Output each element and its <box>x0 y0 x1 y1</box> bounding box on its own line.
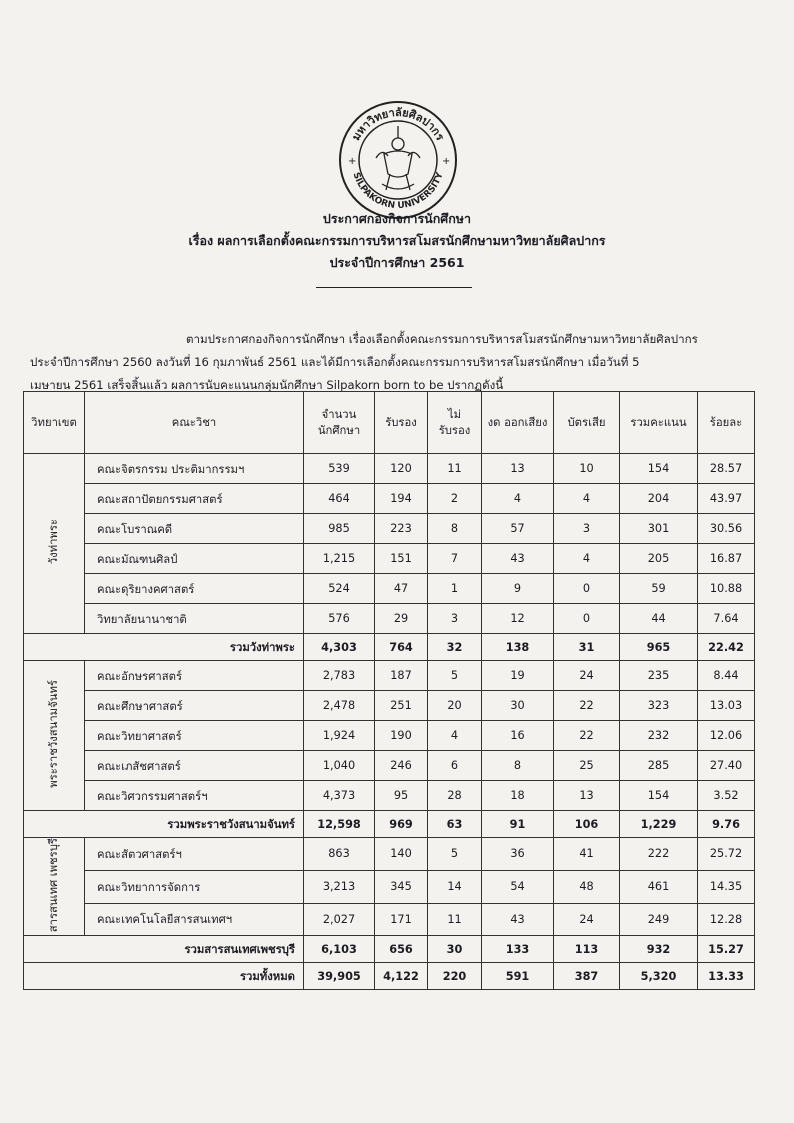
abstain-cell: 19 <box>482 661 554 691</box>
disapprove-cell: 4 <box>428 721 482 751</box>
abstain-cell: 9 <box>482 574 554 604</box>
table-row <box>24 903 755 936</box>
abstain-cell: 91 <box>482 811 554 838</box>
abstain-cell: 138 <box>482 634 554 661</box>
column-header-percent: ร้อยละ <box>698 392 755 454</box>
students-cell: 863 <box>304 838 375 871</box>
total-cell: 932 <box>620 936 698 963</box>
results-table <box>23 391 755 990</box>
percent-cell: 22.42 <box>698 634 755 661</box>
intro-paragraph <box>30 328 764 397</box>
subtotal-row <box>24 811 755 838</box>
approve-cell: 223 <box>375 514 428 544</box>
students-cell: 576 <box>304 604 375 634</box>
approve-cell: 251 <box>375 691 428 721</box>
total-cell: 301 <box>620 514 698 544</box>
total-cell: 154 <box>620 454 698 484</box>
abstain-cell: 30 <box>482 691 554 721</box>
title-divider <box>316 287 472 288</box>
abstain-cell: 8 <box>482 751 554 781</box>
invalid-cell: 3 <box>554 514 620 544</box>
approve-cell: 95 <box>375 781 428 811</box>
campus-label: วังท่าพระ <box>47 519 60 565</box>
abstain-cell: 13 <box>482 454 554 484</box>
intro-line-1: ตามประกาศกองกิจการนักศึกษา เรื่องเลือกตั้งคณะกรรมการบริหารสโมสรนักศึกษามหาวิทยาลัยศิลปากร <box>186 332 698 346</box>
percent-cell: 28.57 <box>698 454 755 484</box>
disapprove-cell: 7 <box>428 544 482 574</box>
column-header-total: รวมคะแนน <box>620 392 698 454</box>
subtotal-row <box>24 936 755 963</box>
faculty-cell: คณะเทคโนโลยีสารสนเทศฯ <box>85 903 304 936</box>
campus-cell <box>24 454 85 634</box>
students-cell: 1,040 <box>304 751 375 781</box>
total-cell: 154 <box>620 781 698 811</box>
table-row <box>24 721 755 751</box>
disapprove-cell: 6 <box>428 751 482 781</box>
invalid-cell: 4 <box>554 544 620 574</box>
approve-cell: 764 <box>375 634 428 661</box>
percent-cell: 8.44 <box>698 661 755 691</box>
seal-text-bottom: SILPAKORN UNIVERSITY <box>350 171 446 212</box>
percent-cell: 27.40 <box>698 751 755 781</box>
approve-cell: 120 <box>375 454 428 484</box>
column-header-approve: รับรอง <box>375 392 428 454</box>
total-cell: 205 <box>620 544 698 574</box>
subtotal-label: รวมวังท่าพระ <box>24 634 304 661</box>
disapprove-cell: 30 <box>428 936 482 963</box>
subtotal-row <box>24 634 755 661</box>
faculty-cell: คณะเภสัชศาสตร์ <box>85 751 304 781</box>
faculty-cell: คณะวิทยาศาสตร์ <box>85 721 304 751</box>
intro-line-2: ประจำปีการศึกษา 2560 ลงวันที่ 16 กุมภาพันธ์ 2561 และได้มีการเลือกตั้งคณะกรรมการบริหารสโมสรนักศึกษา เมื่อวันที่ 5 <box>30 355 640 369</box>
abstain-cell: 36 <box>482 838 554 871</box>
invalid-cell: 13 <box>554 781 620 811</box>
total-cell: 232 <box>620 721 698 751</box>
approve-cell: 47 <box>375 574 428 604</box>
total-cell: 222 <box>620 838 698 871</box>
students-cell: 539 <box>304 454 375 484</box>
total-cell: 249 <box>620 903 698 936</box>
approve-cell: 345 <box>375 870 428 903</box>
disapprove-cell: 5 <box>428 661 482 691</box>
disapprove-cell: 3 <box>428 604 482 634</box>
students-cell: 3,213 <box>304 870 375 903</box>
approve-cell: 4,122 <box>375 963 428 990</box>
table-row <box>24 454 755 484</box>
total-cell: 323 <box>620 691 698 721</box>
faculty-cell: คณะมัณฑนศิลป์ <box>85 544 304 574</box>
total-cell: 204 <box>620 484 698 514</box>
table-row <box>24 870 755 903</box>
invalid-cell: 48 <box>554 870 620 903</box>
abstain-cell: 18 <box>482 781 554 811</box>
disapprove-cell: 32 <box>428 634 482 661</box>
disapprove-cell: 14 <box>428 870 482 903</box>
column-header-abstain: งด ออกเสียง <box>482 392 554 454</box>
table-row <box>24 574 755 604</box>
faculty-cell: วิทยาลัยนานาชาติ <box>85 604 304 634</box>
title-line-2: เรื่อง ผลการเลือกตั้งคณะกรรมการบริหารสโมสรนักศึกษามหาวิทยาลัยศิลปากร <box>188 233 606 248</box>
percent-cell: 12.06 <box>698 721 755 751</box>
total-cell: 1,229 <box>620 811 698 838</box>
table-row <box>24 781 755 811</box>
subtotal-label: รวมพระราชวังสนามจันทร์ <box>24 811 304 838</box>
disapprove-cell: 8 <box>428 514 482 544</box>
approve-cell: 656 <box>375 936 428 963</box>
invalid-cell: 0 <box>554 574 620 604</box>
students-cell: 6,103 <box>304 936 375 963</box>
disapprove-cell: 5 <box>428 838 482 871</box>
invalid-cell: 106 <box>554 811 620 838</box>
table-row <box>24 544 755 574</box>
percent-cell: 13.33 <box>698 963 755 990</box>
total-cell: 235 <box>620 661 698 691</box>
total-cell: 44 <box>620 604 698 634</box>
percent-cell: 15.27 <box>698 936 755 963</box>
students-cell: 1,215 <box>304 544 375 574</box>
abstain-cell: 43 <box>482 544 554 574</box>
campus-cell <box>24 661 85 811</box>
students-cell: 4,373 <box>304 781 375 811</box>
faculty-cell: คณะวิศวกรรมศาสตร์ฯ <box>85 781 304 811</box>
campus-label: พระราชวังสนามจันทร์ <box>47 680 60 788</box>
invalid-cell: 22 <box>554 691 620 721</box>
table-row <box>24 751 755 781</box>
abstain-cell: 16 <box>482 721 554 751</box>
svg-text:+: + <box>442 156 451 167</box>
approve-cell: 29 <box>375 604 428 634</box>
table-row <box>24 514 755 544</box>
students-cell: 464 <box>304 484 375 514</box>
subtotal-label: รวมสารสนเทศเพชรบุรี <box>24 936 304 963</box>
approve-cell: 194 <box>375 484 428 514</box>
faculty-cell: คณะอักษรศาสตร์ <box>85 661 304 691</box>
seal-text: มหาวิทยาลัยศิลปากร <box>349 105 447 143</box>
total-cell: 285 <box>620 751 698 781</box>
campus-cell <box>24 838 85 936</box>
percent-cell: 13.03 <box>698 691 755 721</box>
invalid-cell: 24 <box>554 661 620 691</box>
column-header-invalid: บัตรเสีย <box>554 392 620 454</box>
faculty-cell: คณะดุริยางคศาสตร์ <box>85 574 304 604</box>
students-cell: 2,478 <box>304 691 375 721</box>
students-cell: 12,598 <box>304 811 375 838</box>
students-cell: 2,783 <box>304 661 375 691</box>
percent-cell: 7.64 <box>698 604 755 634</box>
faculty-cell: คณะวิทยาการจัดการ <box>85 870 304 903</box>
disapprove-cell: 63 <box>428 811 482 838</box>
disapprove-cell: 2 <box>428 484 482 514</box>
students-cell: 39,905 <box>304 963 375 990</box>
students-cell: 524 <box>304 574 375 604</box>
percent-cell: 9.76 <box>698 811 755 838</box>
invalid-cell: 0 <box>554 604 620 634</box>
total-cell: 965 <box>620 634 698 661</box>
faculty-cell: คณะศึกษาศาสตร์ <box>85 691 304 721</box>
invalid-cell: 4 <box>554 484 620 514</box>
students-cell: 4,303 <box>304 634 375 661</box>
percent-cell: 3.52 <box>698 781 755 811</box>
invalid-cell: 24 <box>554 903 620 936</box>
total-cell: 59 <box>620 574 698 604</box>
percent-cell: 16.87 <box>698 544 755 574</box>
disapprove-cell: 1 <box>428 574 482 604</box>
total-cell: 5,320 <box>620 963 698 990</box>
percent-cell: 25.72 <box>698 838 755 871</box>
table-row <box>24 484 755 514</box>
svg-text:+: + <box>348 156 357 167</box>
table-row <box>24 604 755 634</box>
table-header-row <box>24 392 755 454</box>
column-header-disapprove: ไม่ รับรอง <box>428 392 482 454</box>
table-row <box>24 661 755 691</box>
announcement-title <box>0 208 794 274</box>
percent-cell: 12.28 <box>698 903 755 936</box>
title-line-3: ประจำปีการศึกษา 2561 <box>329 255 465 270</box>
campus-label: สารสนเทศ เพชรบุรี <box>47 838 60 933</box>
table-row <box>24 838 755 871</box>
percent-cell: 30.56 <box>698 514 755 544</box>
invalid-cell: 41 <box>554 838 620 871</box>
approve-cell: 140 <box>375 838 428 871</box>
disapprove-cell: 11 <box>428 454 482 484</box>
abstain-cell: 54 <box>482 870 554 903</box>
grand-total-label: รวมทั้งหมด <box>24 963 304 990</box>
percent-cell: 10.88 <box>698 574 755 604</box>
column-header-students: จำนวน นักศึกษา <box>304 392 375 454</box>
university-seal <box>336 98 460 222</box>
invalid-cell: 22 <box>554 721 620 751</box>
abstain-cell: 4 <box>482 484 554 514</box>
abstain-cell: 12 <box>482 604 554 634</box>
invalid-cell: 113 <box>554 936 620 963</box>
invalid-cell: 387 <box>554 963 620 990</box>
approve-cell: 190 <box>375 721 428 751</box>
approve-cell: 969 <box>375 811 428 838</box>
intro-line-3: เมษายน 2561 เสร็จสิ้นแล้ว ผลการนับคะแนนกลุ่มนักศึกษา Silpakorn born to be ปรากฏดังนี้ <box>30 378 504 392</box>
disapprove-cell: 11 <box>428 903 482 936</box>
abstain-cell: 591 <box>482 963 554 990</box>
disapprove-cell: 28 <box>428 781 482 811</box>
approve-cell: 171 <box>375 903 428 936</box>
disapprove-cell: 220 <box>428 963 482 990</box>
invalid-cell: 31 <box>554 634 620 661</box>
title-line-1: ประกาศกองกิจการนักศึกษา <box>322 211 472 226</box>
abstain-cell: 43 <box>482 903 554 936</box>
table-row <box>24 691 755 721</box>
approve-cell: 246 <box>375 751 428 781</box>
disapprove-cell: 20 <box>428 691 482 721</box>
percent-cell: 14.35 <box>698 870 755 903</box>
students-cell: 1,924 <box>304 721 375 751</box>
percent-cell: 43.97 <box>698 484 755 514</box>
approve-cell: 151 <box>375 544 428 574</box>
abstain-cell: 57 <box>482 514 554 544</box>
total-cell: 461 <box>620 870 698 903</box>
invalid-cell: 25 <box>554 751 620 781</box>
faculty-cell: คณะจิตรกรรม ประติมากรรมฯ <box>85 454 304 484</box>
grand-total-row <box>24 963 755 990</box>
invalid-cell: 10 <box>554 454 620 484</box>
students-cell: 2,027 <box>304 903 375 936</box>
approve-cell: 187 <box>375 661 428 691</box>
faculty-cell: คณะสถาปัตยกรรมศาสตร์ <box>85 484 304 514</box>
column-header-faculty: คณะวิชา <box>85 392 304 454</box>
faculty-cell: คณะโบราณคดี <box>85 514 304 544</box>
column-header-campus: วิทยาเขต <box>24 392 85 454</box>
abstain-cell: 133 <box>482 936 554 963</box>
faculty-cell: คณะสัตวศาสตร์ฯ <box>85 838 304 871</box>
students-cell: 985 <box>304 514 375 544</box>
